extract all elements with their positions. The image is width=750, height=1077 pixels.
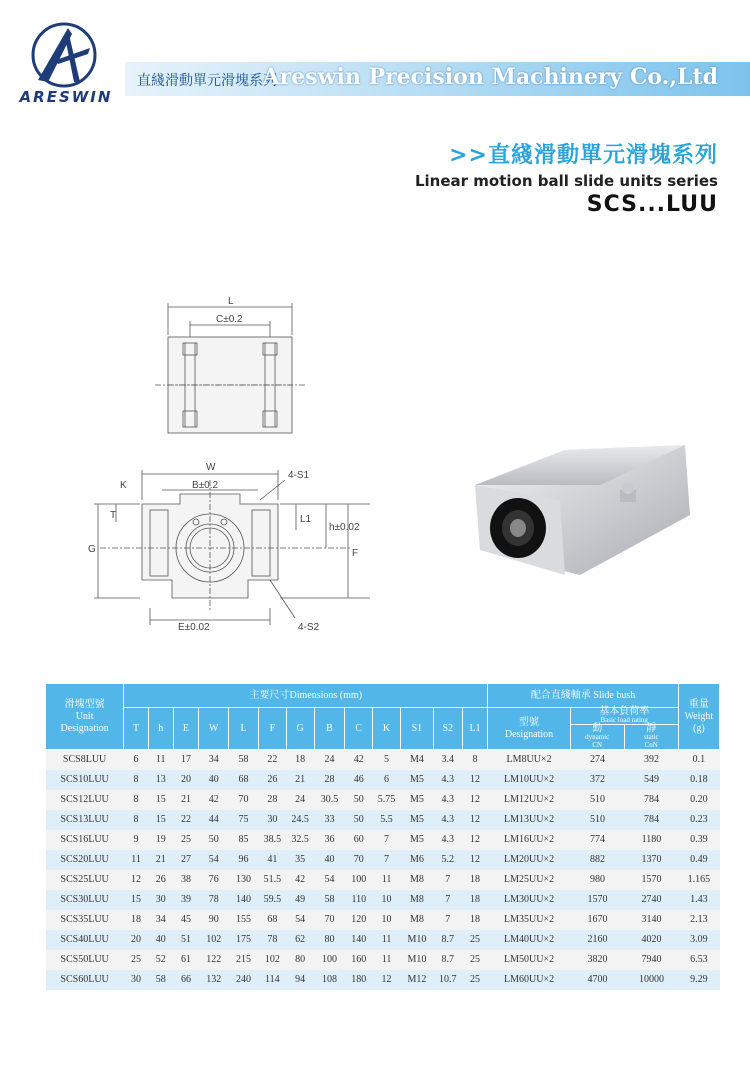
table-cell: 2740 bbox=[625, 890, 679, 910]
table-cell: 4700 bbox=[570, 970, 625, 990]
table-cell: 62 bbox=[286, 930, 314, 950]
col-header-static: 靜 static CoN bbox=[643, 723, 659, 749]
table-row bbox=[46, 930, 720, 950]
table-cell: 120 bbox=[345, 910, 373, 930]
table-cell: 40 bbox=[148, 930, 173, 950]
table-cell: SCS8LUU bbox=[46, 750, 124, 770]
table-cell: 27 bbox=[173, 850, 199, 870]
table-cell: 18 bbox=[124, 910, 149, 930]
table-cell: 0.20 bbox=[678, 790, 719, 810]
dim-label-K: K bbox=[120, 480, 127, 491]
table-cell: 30 bbox=[148, 890, 173, 910]
series-model: SCS...LUU bbox=[586, 192, 718, 217]
table-cell: 160 bbox=[345, 950, 373, 970]
table-cell: 7 bbox=[433, 890, 462, 910]
table-cell: 19 bbox=[148, 830, 173, 850]
table-cell: 1.43 bbox=[678, 890, 719, 910]
table-cell: 1180 bbox=[625, 830, 679, 850]
table-cell: 12 bbox=[462, 790, 488, 810]
table-cell: 140 bbox=[345, 930, 373, 950]
table-cell: 28 bbox=[314, 770, 345, 790]
table-cell: 6 bbox=[373, 770, 401, 790]
table-cell: 42 bbox=[199, 790, 229, 810]
col-header-load-rating: 基本負荷率 Basic load rating 動 dynamic CN 靜 static CoN bbox=[570, 708, 678, 750]
table-cell: 15 bbox=[148, 810, 173, 830]
table-cell: 392 bbox=[625, 750, 679, 770]
table-cell: 0.23 bbox=[678, 810, 719, 830]
col-header-T: T bbox=[124, 708, 149, 750]
table-cell: 30 bbox=[258, 810, 286, 830]
table-row bbox=[46, 790, 720, 810]
table-cell: 9 bbox=[124, 830, 149, 850]
table-cell: 100 bbox=[345, 870, 373, 890]
table-cell: 9.29 bbox=[678, 970, 719, 990]
table-cell: 54 bbox=[286, 910, 314, 930]
table-cell: M4 bbox=[400, 750, 433, 770]
table-cell: 68 bbox=[229, 770, 259, 790]
table-cell: LM25UU×2 bbox=[488, 870, 570, 890]
col-header-h: h bbox=[148, 708, 173, 750]
table-cell: 32.5 bbox=[286, 830, 314, 850]
table-cell: 25 bbox=[462, 950, 488, 970]
col-header-weight: 重量 Weight (g) bbox=[678, 684, 719, 750]
table-cell: 774 bbox=[570, 830, 625, 850]
dim-label-L: L bbox=[228, 296, 234, 307]
table-cell: 7940 bbox=[625, 950, 679, 970]
table-cell: 510 bbox=[570, 790, 625, 810]
table-cell: 25 bbox=[462, 930, 488, 950]
col-header-C: C bbox=[345, 708, 373, 750]
table-cell: 51 bbox=[173, 930, 199, 950]
table-row bbox=[46, 910, 720, 930]
table-cell: 11 bbox=[148, 750, 173, 770]
table-cell: 7 bbox=[373, 850, 401, 870]
table-cell: 784 bbox=[625, 790, 679, 810]
table-row bbox=[46, 950, 720, 970]
table-cell: LM30UU×2 bbox=[488, 890, 570, 910]
table-cell: SCS20LUU bbox=[46, 850, 124, 870]
table-cell: 46 bbox=[345, 770, 373, 790]
table-cell: 882 bbox=[570, 850, 625, 870]
col-header-model: 滑塊型號 Unit Designation bbox=[46, 684, 124, 750]
table-cell: 25 bbox=[462, 970, 488, 990]
dim-label-G: G bbox=[88, 544, 96, 555]
table-cell: 20 bbox=[124, 930, 149, 950]
table-cell: 30 bbox=[124, 970, 149, 990]
col-header-W: W bbox=[199, 708, 229, 750]
table-cell: SCS50LUU bbox=[46, 950, 124, 970]
table-cell: 11 bbox=[373, 950, 401, 970]
table-cell: 18 bbox=[462, 870, 488, 890]
table-cell: 76 bbox=[199, 870, 229, 890]
col-header-L1: L1 bbox=[462, 708, 488, 750]
table-cell: 54 bbox=[199, 850, 229, 870]
table-cell: 114 bbox=[258, 970, 286, 990]
table-cell: 1.165 bbox=[678, 870, 719, 890]
table-cell: 140 bbox=[229, 890, 259, 910]
table-cell: 78 bbox=[258, 930, 286, 950]
table-cell: 25 bbox=[124, 950, 149, 970]
table-cell: 102 bbox=[199, 930, 229, 950]
top-view-drawing bbox=[150, 295, 310, 445]
dim-label-L1: L1 bbox=[300, 514, 312, 525]
table-cell: 54 bbox=[314, 870, 345, 890]
table-cell: 80 bbox=[286, 950, 314, 970]
table-cell: 130 bbox=[229, 870, 259, 890]
table-cell: 70 bbox=[345, 850, 373, 870]
table-cell: 12 bbox=[462, 770, 488, 790]
table-cell: M8 bbox=[400, 890, 433, 910]
company-logo bbox=[10, 20, 120, 110]
table-cell: 41 bbox=[258, 850, 286, 870]
table-cell: LM8UU×2 bbox=[488, 750, 570, 770]
table-cell: 12 bbox=[462, 850, 488, 870]
table-cell: 26 bbox=[148, 870, 173, 890]
table-cell: 12 bbox=[124, 870, 149, 890]
table-cell: 33 bbox=[314, 810, 345, 830]
company-name: Areswin Precision Machinery Co.,Ltd bbox=[262, 64, 718, 90]
table-cell: 10000 bbox=[625, 970, 679, 990]
table-cell: 3.4 bbox=[433, 750, 462, 770]
table-cell: 75 bbox=[229, 810, 259, 830]
table-cell: M5 bbox=[400, 830, 433, 850]
table-cell: SCS13LUU bbox=[46, 810, 124, 830]
table-cell: 11 bbox=[124, 850, 149, 870]
table-cell: 2.13 bbox=[678, 910, 719, 930]
table-cell: SCS35LUU bbox=[46, 910, 124, 930]
table-cell: 15 bbox=[148, 790, 173, 810]
table-cell: LM50UU×2 bbox=[488, 950, 570, 970]
table-cell: LM60UU×2 bbox=[488, 970, 570, 990]
table-cell: 70 bbox=[314, 910, 345, 930]
table-cell: LM10UU×2 bbox=[488, 770, 570, 790]
table-cell: 96 bbox=[229, 850, 259, 870]
col-header-L: L bbox=[229, 708, 259, 750]
table-cell: 8.7 bbox=[433, 950, 462, 970]
table-cell: 5.2 bbox=[433, 850, 462, 870]
table-cell: 35 bbox=[286, 850, 314, 870]
table-cell: 1570 bbox=[625, 870, 679, 890]
table-cell: SCS12LUU bbox=[46, 790, 124, 810]
col-header-slide-bush: 配合直綫軸承 Slide bush bbox=[488, 684, 678, 708]
table-cell: 510 bbox=[570, 810, 625, 830]
dim-label-E: E±0.02 bbox=[178, 622, 210, 633]
spec-table-body bbox=[46, 750, 720, 990]
table-cell: 68 bbox=[258, 910, 286, 930]
table-cell: 12 bbox=[462, 830, 488, 850]
table-cell: 102 bbox=[258, 950, 286, 970]
table-cell: 4.3 bbox=[433, 830, 462, 850]
table-cell: LM16UU×2 bbox=[488, 830, 570, 850]
table-cell: SCS30LUU bbox=[46, 890, 124, 910]
table-cell: 4.3 bbox=[433, 810, 462, 830]
table-cell: 11 bbox=[373, 870, 401, 890]
col-header-F: F bbox=[258, 708, 286, 750]
table-cell: 980 bbox=[570, 870, 625, 890]
table-cell: 8 bbox=[124, 770, 149, 790]
table-cell: 38.5 bbox=[258, 830, 286, 850]
table-cell: 8 bbox=[124, 790, 149, 810]
table-cell: LM40UU×2 bbox=[488, 930, 570, 950]
table-cell: 58 bbox=[314, 890, 345, 910]
table-cell: 7 bbox=[433, 910, 462, 930]
table-cell: 18 bbox=[286, 750, 314, 770]
table-cell: 24 bbox=[314, 750, 345, 770]
table-row bbox=[46, 970, 720, 990]
table-cell: SCS16LUU bbox=[46, 830, 124, 850]
table-cell: 122 bbox=[199, 950, 229, 970]
dim-label-B: B±0.2 bbox=[192, 480, 219, 491]
table-cell: 5 bbox=[373, 750, 401, 770]
table-row bbox=[46, 870, 720, 890]
table-row bbox=[46, 770, 720, 790]
dim-label-F: F bbox=[352, 548, 359, 559]
table-cell: SCS60LUU bbox=[46, 970, 124, 990]
table-cell: 10 bbox=[373, 910, 401, 930]
table-cell: 94 bbox=[286, 970, 314, 990]
table-cell: 2160 bbox=[570, 930, 625, 950]
table-cell: 11 bbox=[373, 930, 401, 950]
table-cell: 1670 bbox=[570, 910, 625, 930]
dim-label-W: W bbox=[206, 462, 216, 473]
table-cell: 4.3 bbox=[433, 790, 462, 810]
table-cell: 22 bbox=[173, 810, 199, 830]
table-cell: M8 bbox=[400, 870, 433, 890]
table-cell: 1570 bbox=[570, 890, 625, 910]
header-banner bbox=[125, 62, 750, 96]
table-cell: 30.5 bbox=[314, 790, 345, 810]
table-cell: 215 bbox=[229, 950, 259, 970]
table-cell: 39 bbox=[173, 890, 199, 910]
table-cell: 132 bbox=[199, 970, 229, 990]
table-cell: 45 bbox=[173, 910, 199, 930]
table-cell: 50 bbox=[345, 810, 373, 830]
table-cell: 21 bbox=[173, 790, 199, 810]
col-header-S1: S1 bbox=[400, 708, 433, 750]
table-cell: 42 bbox=[345, 750, 373, 770]
table-cell: 18 bbox=[462, 910, 488, 930]
table-cell: LM20UU×2 bbox=[488, 850, 570, 870]
table-cell: 42 bbox=[286, 870, 314, 890]
table-cell: 17 bbox=[173, 750, 199, 770]
col-header-dynamic: 動 dynamic CN bbox=[571, 725, 625, 749]
table-cell: 59.5 bbox=[258, 890, 286, 910]
table-cell: 34 bbox=[199, 750, 229, 770]
table-cell: M12 bbox=[400, 970, 433, 990]
col-header-E: E bbox=[173, 708, 199, 750]
table-cell: 155 bbox=[229, 910, 259, 930]
table-cell: 8 bbox=[124, 810, 149, 830]
logo-emblem-icon bbox=[28, 20, 100, 90]
table-cell: 7 bbox=[373, 830, 401, 850]
table-cell: 13 bbox=[148, 770, 173, 790]
dim-label-T: T bbox=[110, 510, 117, 521]
table-cell: 240 bbox=[229, 970, 259, 990]
col-header-S2: S2 bbox=[433, 708, 462, 750]
table-cell: 4020 bbox=[625, 930, 679, 950]
series-title-en: Linear motion ball slide units series bbox=[414, 172, 718, 190]
table-cell: SCS40LUU bbox=[46, 930, 124, 950]
front-view-drawing bbox=[80, 460, 380, 635]
table-cell: 52 bbox=[148, 950, 173, 970]
table-cell: M6 bbox=[400, 850, 433, 870]
table-cell: 85 bbox=[229, 830, 259, 850]
table-cell: 7 bbox=[433, 870, 462, 890]
table-cell: 20 bbox=[173, 770, 199, 790]
table-cell: 70 bbox=[229, 790, 259, 810]
table-cell: 58 bbox=[229, 750, 259, 770]
table-cell: 40 bbox=[199, 770, 229, 790]
table-cell: 175 bbox=[229, 930, 259, 950]
table-cell: 0.49 bbox=[678, 850, 719, 870]
table-cell: 80 bbox=[314, 930, 345, 950]
table-cell: 15 bbox=[124, 890, 149, 910]
product-photo bbox=[470, 430, 695, 590]
table-cell: 78 bbox=[199, 890, 229, 910]
spec-table bbox=[45, 683, 720, 990]
dim-label-C: C±0.2 bbox=[216, 314, 243, 325]
table-cell: 22 bbox=[258, 750, 286, 770]
table-cell: 12 bbox=[462, 810, 488, 830]
table-cell: 784 bbox=[625, 810, 679, 830]
table-cell: 49 bbox=[286, 890, 314, 910]
table-row bbox=[46, 830, 720, 850]
table-cell: 12 bbox=[373, 970, 401, 990]
table-cell: 10.7 bbox=[433, 970, 462, 990]
dim-label-S2: 4-S2 bbox=[298, 622, 320, 633]
table-cell: 40 bbox=[314, 850, 345, 870]
table-cell: 60 bbox=[345, 830, 373, 850]
table-cell: 0.39 bbox=[678, 830, 719, 850]
table-cell: 36 bbox=[314, 830, 345, 850]
table-cell: 24.5 bbox=[286, 810, 314, 830]
table-cell: 25 bbox=[173, 830, 199, 850]
table-cell: 5.5 bbox=[373, 810, 401, 830]
table-cell: 66 bbox=[173, 970, 199, 990]
table-cell: 38 bbox=[173, 870, 199, 890]
table-cell: 61 bbox=[173, 950, 199, 970]
col-header-bush-model: 型號 Designation bbox=[488, 708, 570, 750]
table-cell: 3820 bbox=[570, 950, 625, 970]
table-cell: 108 bbox=[314, 970, 345, 990]
col-header-B: B bbox=[314, 708, 345, 750]
table-cell: 28 bbox=[258, 790, 286, 810]
table-cell: 44 bbox=[199, 810, 229, 830]
table-cell: 21 bbox=[286, 770, 314, 790]
table-cell: 549 bbox=[625, 770, 679, 790]
table-cell: 372 bbox=[570, 770, 625, 790]
table-cell: 5.75 bbox=[373, 790, 401, 810]
dim-label-h: h±0.02 bbox=[329, 522, 360, 533]
table-cell: 58 bbox=[148, 970, 173, 990]
table-cell: SCS10LUU bbox=[46, 770, 124, 790]
series-title-cn: >>直綫滑動單元滑塊系列 bbox=[449, 143, 718, 168]
table-cell: 6 bbox=[124, 750, 149, 770]
table-cell: 50 bbox=[199, 830, 229, 850]
table-cell: M8 bbox=[400, 910, 433, 930]
table-cell: 0.1 bbox=[678, 750, 719, 770]
table-cell: 3140 bbox=[625, 910, 679, 930]
table-cell: 24 bbox=[286, 790, 314, 810]
table-cell: 0.18 bbox=[678, 770, 719, 790]
table-cell: 21 bbox=[148, 850, 173, 870]
table-cell: 26 bbox=[258, 770, 286, 790]
col-header-K: K bbox=[373, 708, 401, 750]
table-cell: 18 bbox=[462, 890, 488, 910]
banner-cn-title: 直綫滑動單元滑塊系列 bbox=[137, 73, 277, 89]
table-cell: 10 bbox=[373, 890, 401, 910]
table-cell: 180 bbox=[345, 970, 373, 990]
table-cell: LM35UU×2 bbox=[488, 910, 570, 930]
col-header-dimensions: 主要尺寸Dimensions (mm) bbox=[124, 684, 488, 708]
table-cell: M10 bbox=[400, 930, 433, 950]
table-cell: 110 bbox=[345, 890, 373, 910]
table-cell: 90 bbox=[199, 910, 229, 930]
table-row bbox=[46, 850, 720, 870]
table-row bbox=[46, 810, 720, 830]
table-row bbox=[46, 890, 720, 910]
table-cell: 4.3 bbox=[433, 770, 462, 790]
table-cell: SCS25LUU bbox=[46, 870, 124, 890]
table-cell: 1370 bbox=[625, 850, 679, 870]
table-cell: 3.09 bbox=[678, 930, 719, 950]
table-cell: 51.5 bbox=[258, 870, 286, 890]
table-cell: LM12UU×2 bbox=[488, 790, 570, 810]
dim-label-S1: 4-S1 bbox=[288, 470, 310, 481]
table-cell: M5 bbox=[400, 770, 433, 790]
table-cell: 34 bbox=[148, 910, 173, 930]
table-row bbox=[46, 750, 720, 770]
table-cell: 6.53 bbox=[678, 950, 719, 970]
col-header-G: G bbox=[286, 708, 314, 750]
table-cell: M10 bbox=[400, 950, 433, 970]
table-cell: 50 bbox=[345, 790, 373, 810]
table-cell: 8 bbox=[462, 750, 488, 770]
table-cell: LM13UU×2 bbox=[488, 810, 570, 830]
table-cell: M5 bbox=[400, 790, 433, 810]
table-cell: 100 bbox=[314, 950, 345, 970]
table-cell: 8.7 bbox=[433, 930, 462, 950]
table-cell: 274 bbox=[570, 750, 625, 770]
logo-text: ARESWIN bbox=[19, 88, 113, 106]
table-cell: M5 bbox=[400, 810, 433, 830]
